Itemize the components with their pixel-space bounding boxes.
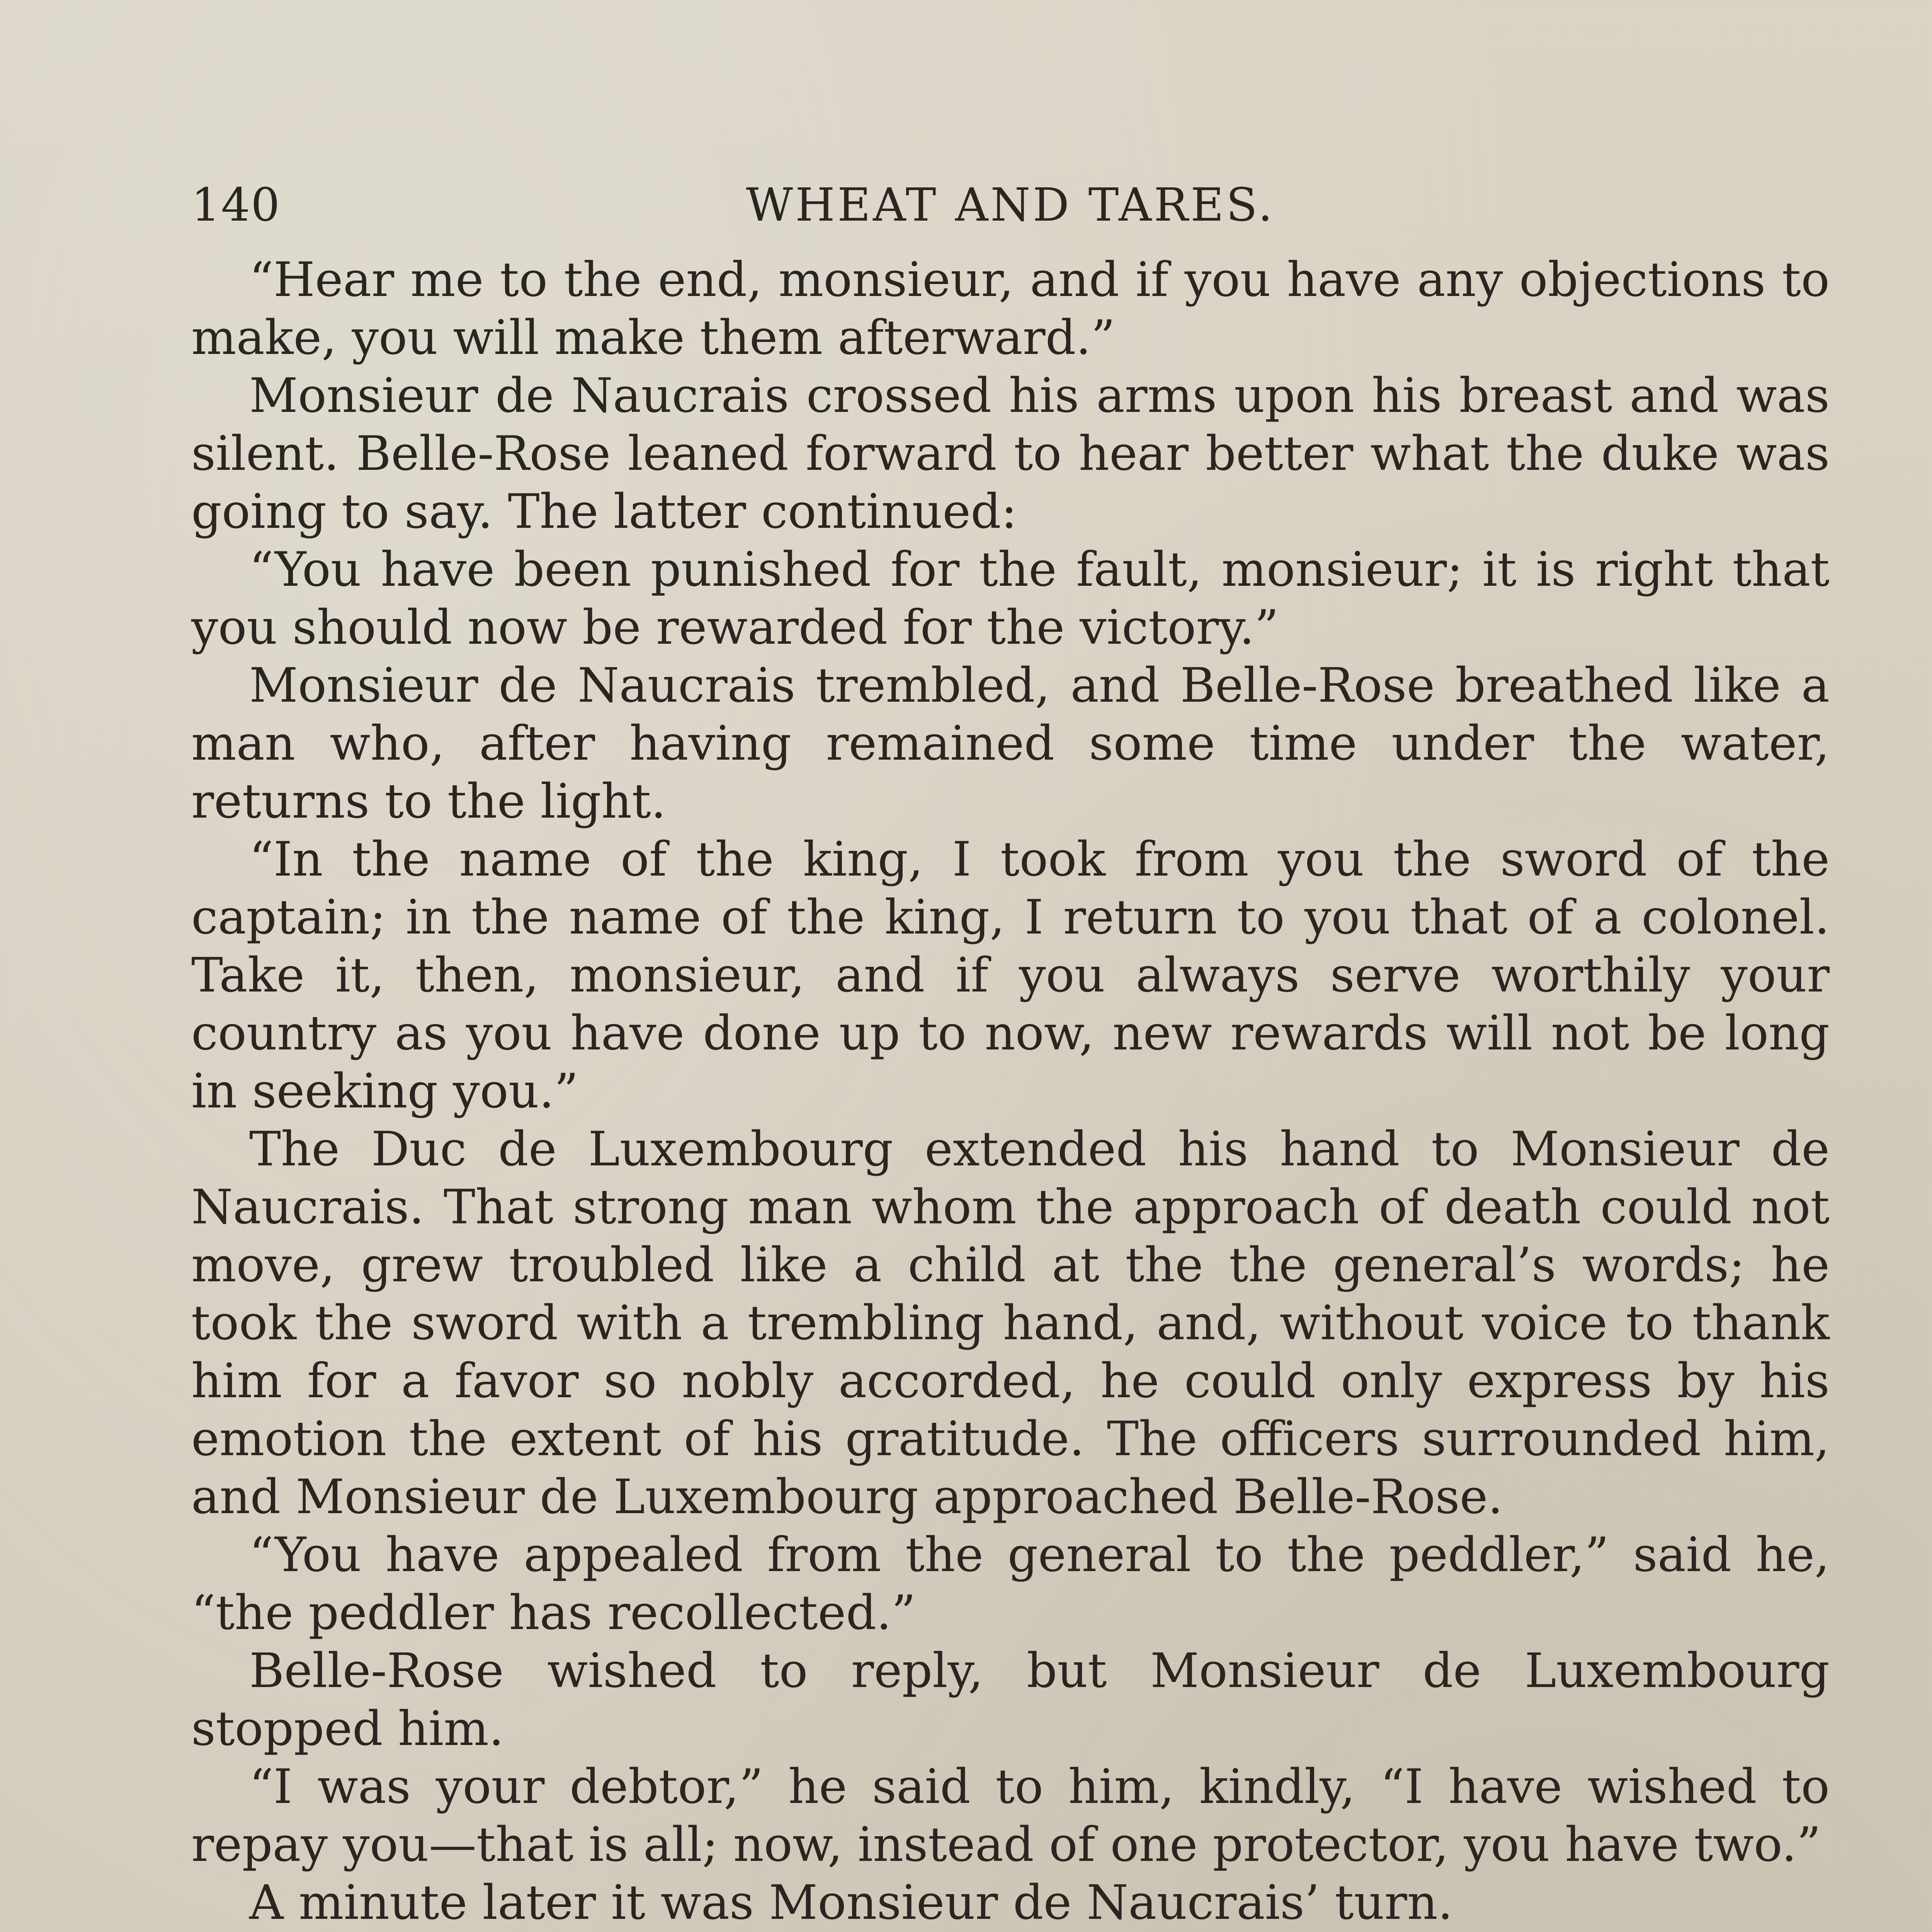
- body-text: [191, 251, 1830, 1932]
- paragraph: “Hear me to the end, monsieur, and if you have any objections to make, you will make them afterward.”: [191, 252, 1830, 366]
- paragraph: Belle-Rose wished to reply, but Monsieur de Luxembourg stopped him.: [191, 1643, 1830, 1757]
- page-number: 140: [191, 178, 281, 231]
- paragraph: “In the name of the king, I took from you the sword of the captain; in the name of the king, I return to you that of a colonel. Take it, then, monsieur, and if you always serve worthily your country as you have done up to now, new rewards will not be long in seeking you.”: [191, 832, 1830, 1119]
- running-title: WHEAT AND TARES.: [746, 178, 1275, 231]
- paragraph: The Duc de Luxembourg extended his hand to Monsieur de Naucrais. That strong man whom the approach of death could not move, grew troubled like a child at the the general’s words; he took the sword with a trembling hand, and, without voice to thank him for a favor so nobly accorded, he could only express by his emotion the extent of his gratitude. The officers surrounded him, and Monsieur de Luxembourg approached Belle-Rose.: [191, 1122, 1830, 1525]
- paragraph: Monsieur de Naucrais trembled, and Belle-Rose breathed like a man who, after having remained some time under the water, returns to the light.: [191, 658, 1830, 829]
- paragraph: A minute later it was Monsieur de Naucrais’ turn.: [249, 1875, 1453, 1930]
- paragraph: “You have been punished for the fault, monsieur; it is right that you should now be rewarded for the victory.”: [191, 542, 1830, 655]
- book-page: [191, 166, 1830, 1932]
- running-head: [191, 166, 1830, 243]
- paragraph: Monsieur de Naucrais crossed his arms upon his breast and was silent. Belle-Rose leaned forward to hear better what the duke was going to say. The latter continued:: [191, 368, 1830, 539]
- paragraph: “You have appealed from the general to the peddler,” said he, “the peddler has recollected.”: [191, 1527, 1830, 1641]
- paragraph: “I was your debtor,” he said to him, kindly, “I have wished to repay you—that is all; now, instead of one protector, you have two.”: [191, 1759, 1830, 1872]
